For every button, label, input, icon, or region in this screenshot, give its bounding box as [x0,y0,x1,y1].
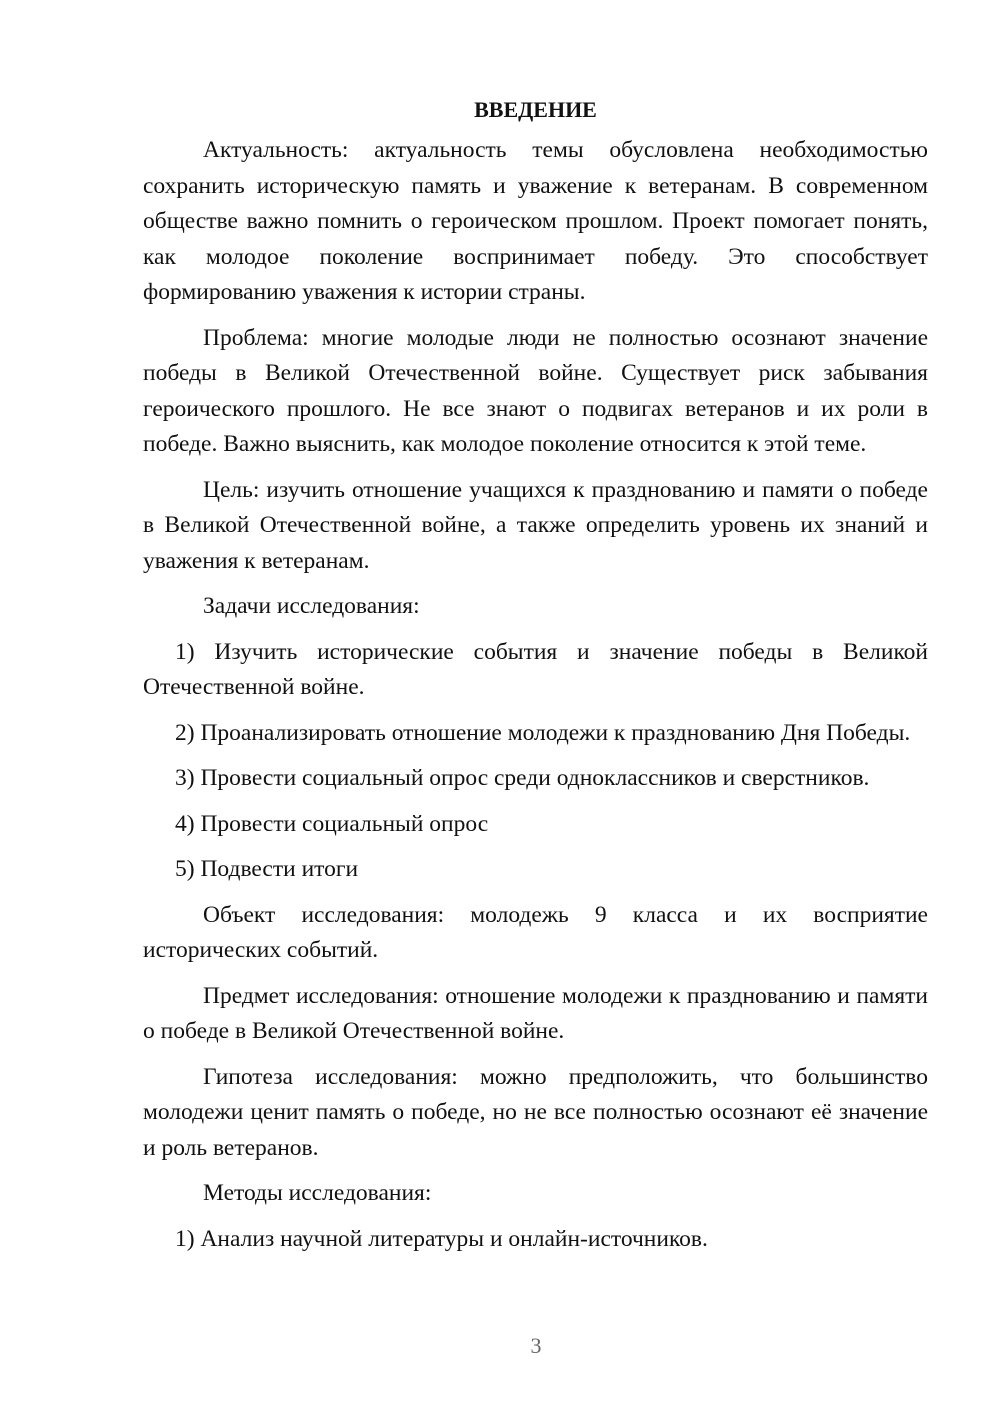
methods-heading: Методы исследования: [203,1180,432,1206]
task-item-4: 4) Провести социальный опрос [175,810,489,837]
paragraph-problem: Проблема: многие молодые люди не полностью осознают значение победы в Великой Отечественной войне. Существует риск забывания героического прошлого. Не все знают о подвигах ветеранов и их роли в победе. Важно выяснить, как молодое поколение относится к этой теме. [143,324,928,457]
paragraph-relevance: Актуальность: актуальность темы обусловлена необходимостью сохранить историческую память и уважение к ветеранам. В современном обществе важно помнить о героическом прошлом. Проект помогает понять, как молодое поколение воспринимает победу. Это способствует формированию уважения к истории страны. [143,137,928,305]
paragraph-hypothesis: Гипотеза исследования: можно предположить, что большинство молодежи ценит память о победе, но не все полностью осознают её значение и роль ветеранов. [143,1063,928,1161]
page-title: ВВЕДЕНИЕ [474,97,597,122]
paragraph-object: Объект исследования: молодежь 9 класса и их восприятие исторических событий. [143,901,928,963]
page-content [143,95,928,1267]
task-item-3: 3) Провести социальный опрос среди одноклассников и сверстников. [175,765,870,791]
task-item-5: 5) Подвести итоги [175,856,359,882]
tasks-heading: Задачи исследования: [203,593,420,619]
task-item-1: 1) Изучить исторические события и значение победы в Великой Отечественной войне. [143,638,928,700]
page-number: 3 [530,1333,542,1358]
paragraph-subject: Предмет исследования: отношение молодежи к празднованию и памяти о победе в Великой Отечественной войне. [143,982,928,1044]
method-item-1: 1) Анализ научной литературы и онлайн-источников. [175,1225,708,1252]
paragraph-goal: Цель: изучить отношение учащихся к празднованию и памяти о победе в Великой Отечественной войне, а также определить уровень их знаний и уважения к ветеранам. [143,476,928,574]
task-item-2: 2) Проанализировать отношение молодежи к празднованию Дня Победы. [175,719,911,746]
